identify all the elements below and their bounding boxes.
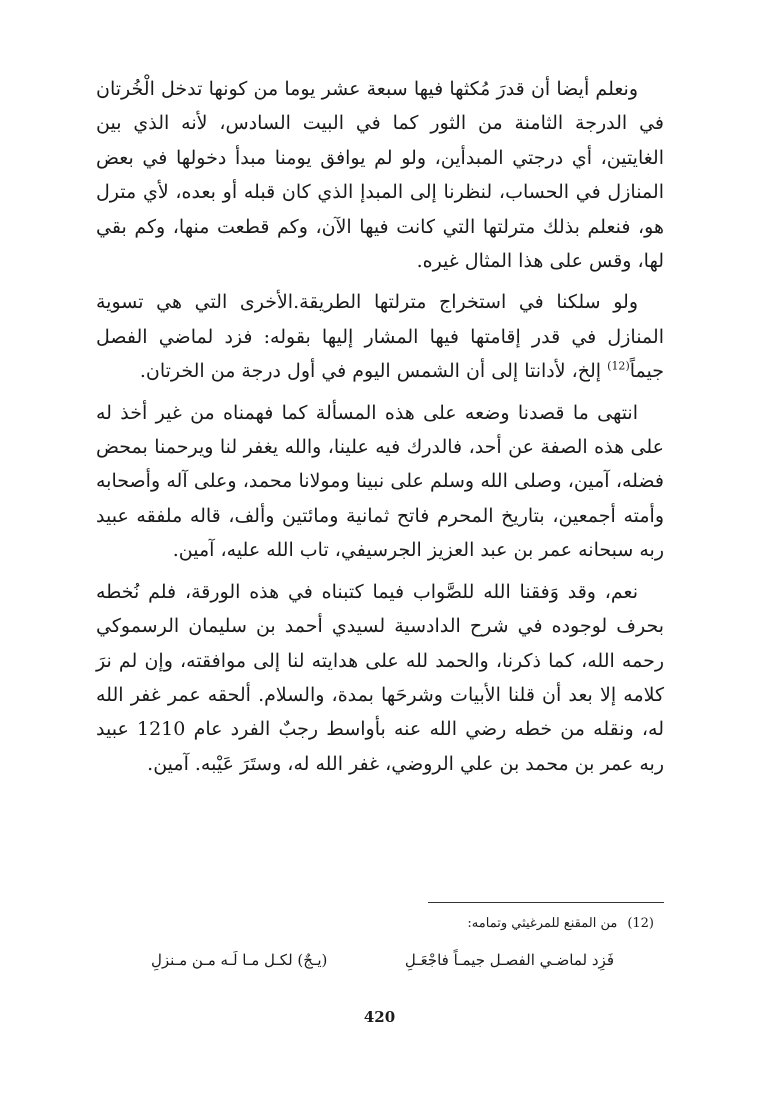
verse-first-hemistich: فَزِد لماضـي الفصـل جيمـاً فاجْعَـلِ [404, 951, 614, 969]
paragraph-2 [96, 285, 664, 388]
paragraph-2-continuation: إلخ، لأدانتا إلى أن الشمس اليوم في أول درجة من الخرتان. [139, 360, 608, 383]
footnote-reference[interactable]: (12) [607, 359, 630, 373]
page-number: 420 [363, 1008, 396, 1026]
main-text [96, 72, 664, 788]
paragraph-3: انتهى ما قصدنا وضعه على هذه المسألة كما فهمناه من غير أخذ له على هذه الصفة عن أحد، فالدرك فيه علينا، والله يغفر لنا ويرحمنا بمحض فضله، آمين، وصلى الله وسلم على نبينا ومولانا محمد، وعلى آله وأصحابه وأمته أجمعين، بتاريخ المحرم فاتح ثمانية ومائتين وألف، قاله ملفقه عبيد ربه سبحانه عمر بن عبد العزيز الجرسيفي، تاب الله عليه، آمين. [96, 401, 664, 562]
footnote-text: من المقنع للمرغيثي وتمامه: [467, 916, 618, 931]
paragraph-2-text: ولو سلكنا في استخراج مترلتها الطريقة.الأخرى التي هي تسوية المنازل في قدر إقامتها فيها المشار إليها بقوله: فزد لماضي الفصل جيماً [96, 291, 664, 383]
paragraph-4: نعم، وقد وَفقنا الله للصَّواب فيما كتبناه في هذه الورقة، فلم نُخطه بحرف لوجوده في شرح الدادسية لسيدي أحمد بن سليمان الرسموكي رحمه الله، كما ذكرنا، والحمد لله على هدايته لنا إلى موافقته، وإن لم نرَ كلامه إلا بعد أن قلنا الأبيات وشرحَها بمدة، والسلام. ألحقه عمر غفر الله له، ونقله من خطه رضي الله عنه بأواسط رجبٌ الفرد عام 1210 عبيد ربه عمر بن محمد بن علي الروضي، غفر الله له، وستَرَ عَيْبه. آمين. [96, 580, 664, 775]
footnote-divider [428, 902, 664, 903]
footnote-section [96, 913, 664, 971]
verse-second-hemistich: (يـجٌ) لكـل مـا لَـه مـن مـنزلِ [151, 951, 328, 969]
footnote-12 [96, 913, 664, 935]
footnote-number: (12) [627, 916, 654, 931]
paragraph-1: ونعلم أيضا أن قدرَ مُكثها فيها سبعة عشر يوما من كونها تدخل الْخُرتان في الدرجة الثامنة من الثور كما في البيت السادس، لأنه الذي بين الغايتين، أي درجتي المبدأين، ولو لم يوافق يومنا مبدأ دخولها في بعض المنازل في الحساب، لنظرنا إلى المبدإ الذي كان قبله أو بعده، لأي مترل هو، فنعلم بذلك مترلتها التي كانت فيها الآن، وكم قطعت منها، وكم بقي لها، وقس على هذا المثال غيره. [96, 78, 664, 273]
verse-line [96, 949, 664, 971]
